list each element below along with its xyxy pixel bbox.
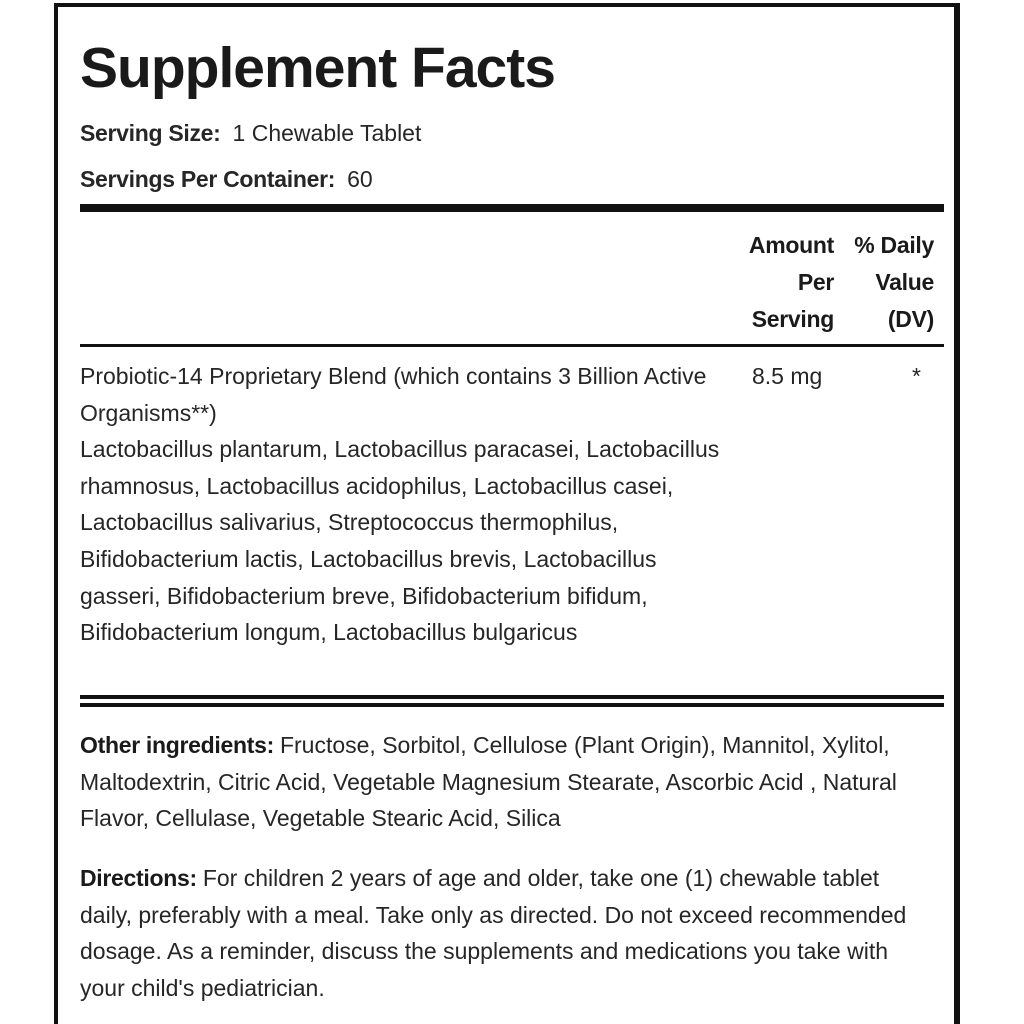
supplement-facts-panel bbox=[54, 3, 960, 1024]
dv-header-line: (DV) bbox=[887, 306, 934, 332]
double-divider-top bbox=[80, 695, 944, 699]
servings-per-container-label: Servings Per Container: bbox=[80, 166, 336, 192]
thick-divider bbox=[80, 204, 944, 212]
blend-amount: 8.5 mg bbox=[752, 363, 823, 389]
blend-ingredients: Lactobacillus plantarum, Lactobacillus paracasei, Lactobacillus rhamnosus, Lactobacillus acidophilus, Lactobacillus casei, Lactobacillus salivarius, Streptococcus thermophilus, Bifidobacterium lactis, Lactobacillus brevis, Lactobacillus gasseri, Bifidobacterium breve, Bifidobacterium bifidum, Bifidobacterium longum, Lactobacillus bulgaricus bbox=[80, 436, 720, 646]
serving-size bbox=[80, 120, 421, 147]
daily-value-header bbox=[834, 227, 934, 338]
other-ingredients-label: Other ingredients: bbox=[80, 732, 274, 758]
dv-header-line: Value bbox=[875, 269, 934, 295]
amount-header-line: Per bbox=[797, 269, 834, 295]
blend-name: Probiotic-14 Proprietary Blend (which contains 3 Billion Active Organisms**) bbox=[80, 363, 707, 426]
thin-divider bbox=[80, 344, 944, 347]
double-divider-bottom bbox=[80, 703, 944, 707]
serving-size-label: Serving Size: bbox=[80, 120, 221, 146]
other-ingredients-text: Fructose, Sorbitol, Cellulose (Plant Origin), Mannitol, Xylitol, Maltodextrin, Citric Acid, Vegetable Magnesium Stearate, Ascorbic Acid , Natural Flavor, Cellulase, Vegetable Stearic Acid, Silica bbox=[80, 732, 897, 831]
amount-header-line: Amount bbox=[748, 232, 834, 258]
serving-size-value: 1 Chewable Tablet bbox=[232, 120, 422, 146]
dv-header-line: % Daily bbox=[854, 232, 934, 258]
other-ingredients bbox=[80, 727, 950, 837]
amount-header-line: Serving bbox=[751, 306, 834, 332]
directions-label: Directions: bbox=[80, 865, 197, 891]
directions-text: For children 2 years of age and older, take one (1) chewable tablet daily, preferably with a meal. Take only as directed. Do not exceed recommended dosage. As a reminder, discuss the supplements and medications you take with your child's pediatrician. bbox=[80, 865, 907, 1001]
servings-per-container bbox=[80, 166, 373, 193]
blend-row bbox=[80, 358, 730, 651]
blend-daily-value: * bbox=[912, 363, 921, 389]
amount-per-serving-header bbox=[694, 227, 834, 338]
panel-title: Supplement Facts bbox=[80, 36, 555, 100]
servings-per-container-value: 60 bbox=[347, 166, 373, 192]
directions bbox=[80, 860, 920, 1006]
